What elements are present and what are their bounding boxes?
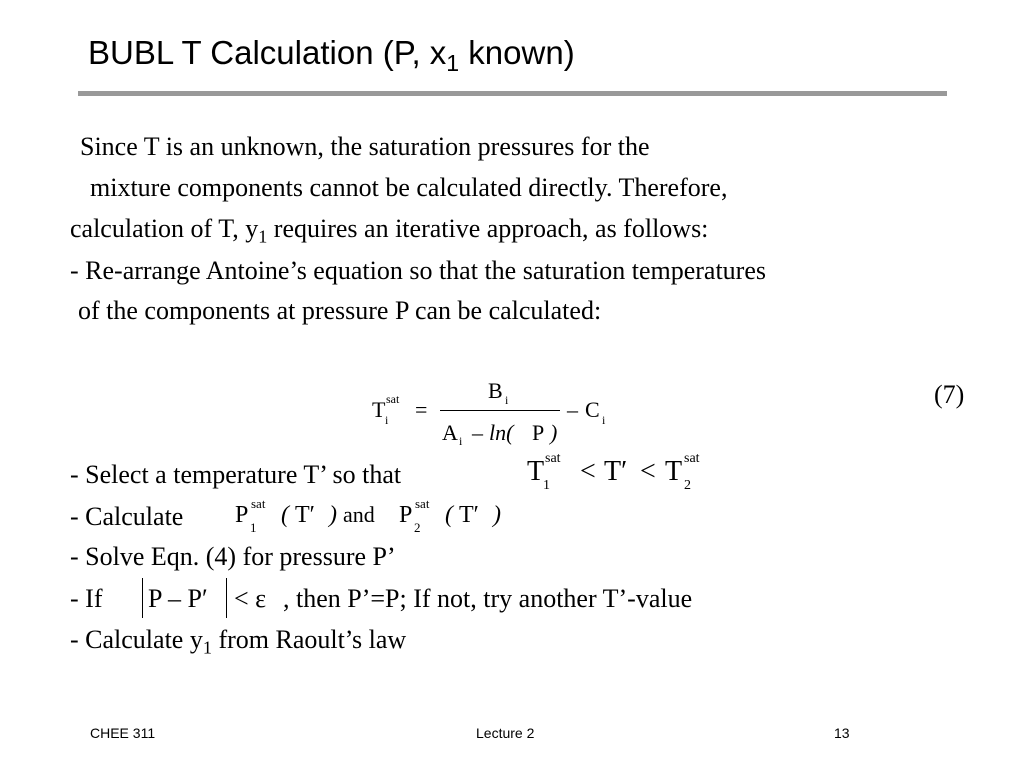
footer-course: CHEE 311 [90,725,156,741]
abs-bar-right [226,578,227,618]
abs-bar-left [142,578,143,618]
paragraph-line-4: - Re-arrange Antoine’s equation so that the saturation temperatures [70,256,766,285]
page-title: BUBL T Calculation (P, $x_1$ known) [88,34,575,76]
step-convergence-check: - If [70,584,103,613]
paragraph-line-5: of the components at pressure P can be calculated: [78,296,602,325]
paragraph-line-2: mixture components cannot be calculated directly. Therefore, [90,173,728,202]
step-calculate-pressures: - Calculate [70,502,184,531]
paragraph-line-1: Since T is an unknown, the saturation pressures for the [80,132,650,161]
footer-lecture: Lecture 2 [476,725,535,741]
step-select-temperature: - Select a temperature T’ so that [70,460,402,489]
footer-page-number: 13 [834,725,850,741]
title-divider [78,91,947,96]
equation-number: (7) [934,380,965,409]
step-raoult: - Calculate $y_1$ from Raoult’s law [70,625,407,658]
step-solve-equation: - Solve Eqn. (4) for pressure P’ [70,542,396,571]
step-convergence-tail: , then P’=P; If not, try another T’-value [283,584,693,613]
paragraph-line-3: calculation of T, $y_1$ requires an iterative approach, as follows: [70,214,709,247]
fraction-bar [440,410,560,411]
